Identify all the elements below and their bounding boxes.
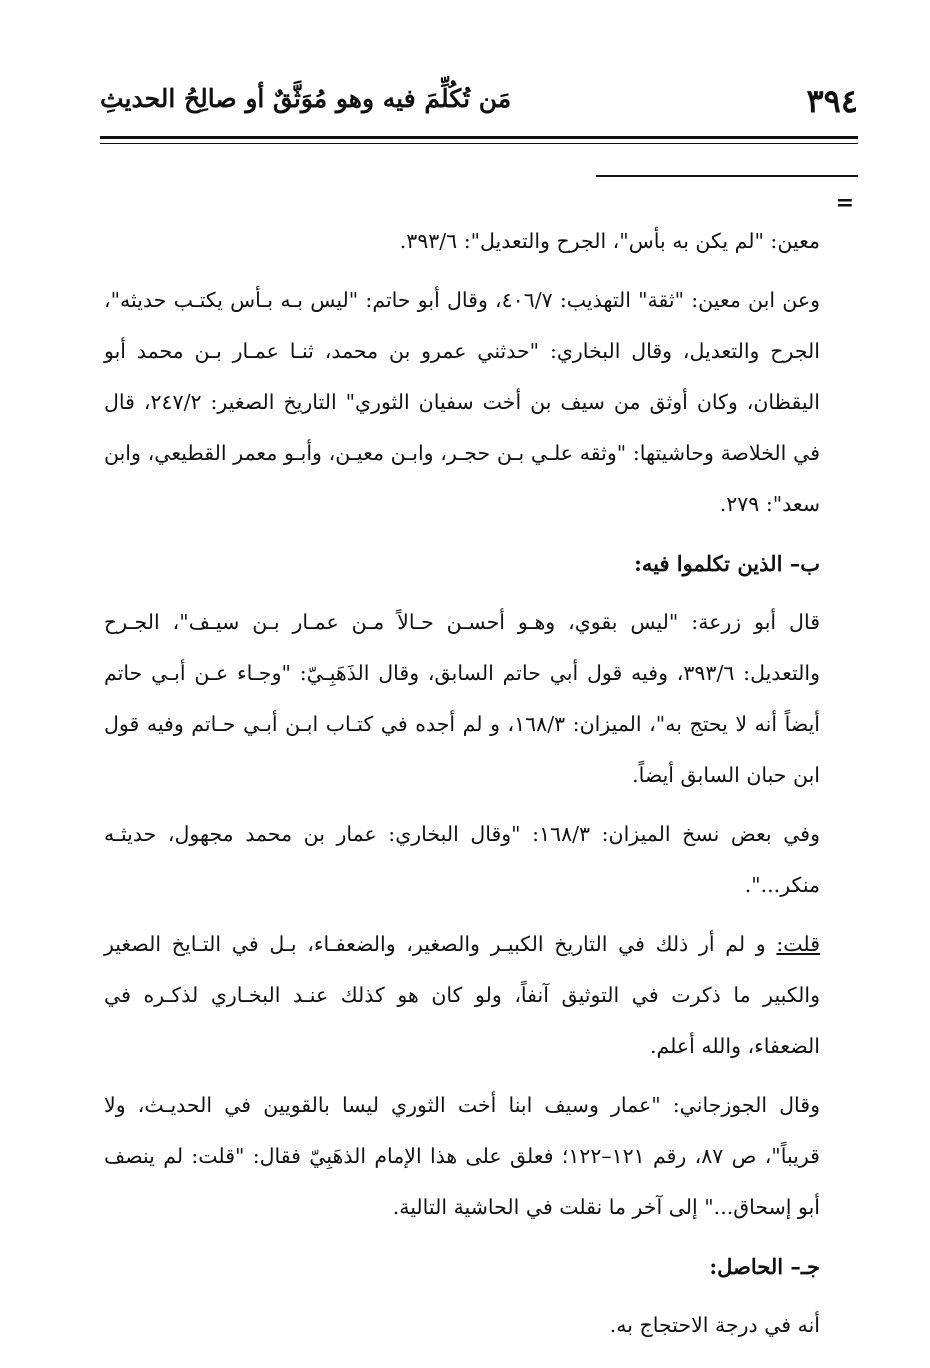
header-rule-thick — [100, 136, 858, 139]
paragraph-6: وقال الجوزجاني: "عمار وسيف ابنا أخت الثوري ليسا بالقويين في الحديـث، ولا قريباً"، ص ٨٧، رقم ١٢١–١٢٢؛ فعلق على هذا الإمام الذهَبِيّ فقال: "قلت: لم ينصف أبو إسحاق..." إلى آخر ما نقلت في الحاشية التالية. — [104, 1093, 820, 1219]
page-number: ٣٩٤ — [806, 82, 858, 120]
running-title: مَن تُكُلِّمَ فيه وهو مُوَثَّقٌ أو صالِحُ الحديثِ — [100, 84, 512, 113]
paragraph-5 — [104, 919, 820, 1072]
section-c-heading: جـ– الحاصل: — [709, 1254, 820, 1279]
footnote-separator — [596, 175, 858, 177]
section-b-heading: ب– الذين تكلموا فيه: — [634, 551, 820, 576]
paragraph-5-text: و لم أر ذلك في التاريخ الكبيـر والصغير، والضعفـاء، بـل في التـايخ الصغير والكبير ما ذكرت في التوثيق آنفاً، ولو كان هو كذلك عنـد البخـاري لذكـره في الضعفاء، والله أعلم. — [104, 932, 820, 1058]
paragraph-2: وعن ابن معين: "ثقة" التهذيب: ٤٠٦/٧، وقال أبو حاتم: "ليس بـه بـأس يكتـب حديثه"، الجرح والتعديل، وقال البخاري: "حدثني عمرو بن محمد، ثنـا عمـار بـن محمد أبو اليقظان، وكان أوثق من سيف بن أخت سفيان الثوري" التاريخ الصغير: ٢٤٧/٢، قال في الخلاصة وحاشيتها: "وثقه علـي بـن حجـر، وابـن معيـن، وأبـو معمر القطيعي، وابن سعد": ٢٧٩. — [104, 288, 820, 516]
paragraph-4: وفي بعض نسخ الميزان: ١٦٨/٣: "وقال البخاري: عمار بن محمد مجهول، حديثـه منكر...". — [104, 822, 820, 897]
footnote-continuation-mark: = — [835, 190, 854, 216]
paragraph-3: قال أبو زرعة: "ليس بقوي، وهـو أحسـن حـالاً مـن عمـار بـن سيـف"، الجـرح والتعديل: ٣٩٣/٦، وفيه قول أبي حاتم السابق، وقال الذَهَبِـيّ: "وجـاء عـن أبـي حاتم أيضاً أنه لا يحتج به"، الميزان: ١٦٨/٣، و لم أجده في كتـاب ابـن أبـي حـاتم وفيه قول ابن حبان السابق أيضاً. — [104, 610, 820, 787]
paragraph-1: معين: "لم يكن به بأس"، الجرح والتعديل": ٣٩٣/٦. — [399, 229, 820, 253]
paragraph-7: أنه في درجة الاحتجاج به. — [609, 1313, 820, 1337]
footnote-body — [104, 216, 820, 1359]
paragraph-5-lead: قلت: — [776, 932, 820, 956]
header-rule-thin — [100, 143, 858, 144]
page-header — [100, 80, 858, 132]
